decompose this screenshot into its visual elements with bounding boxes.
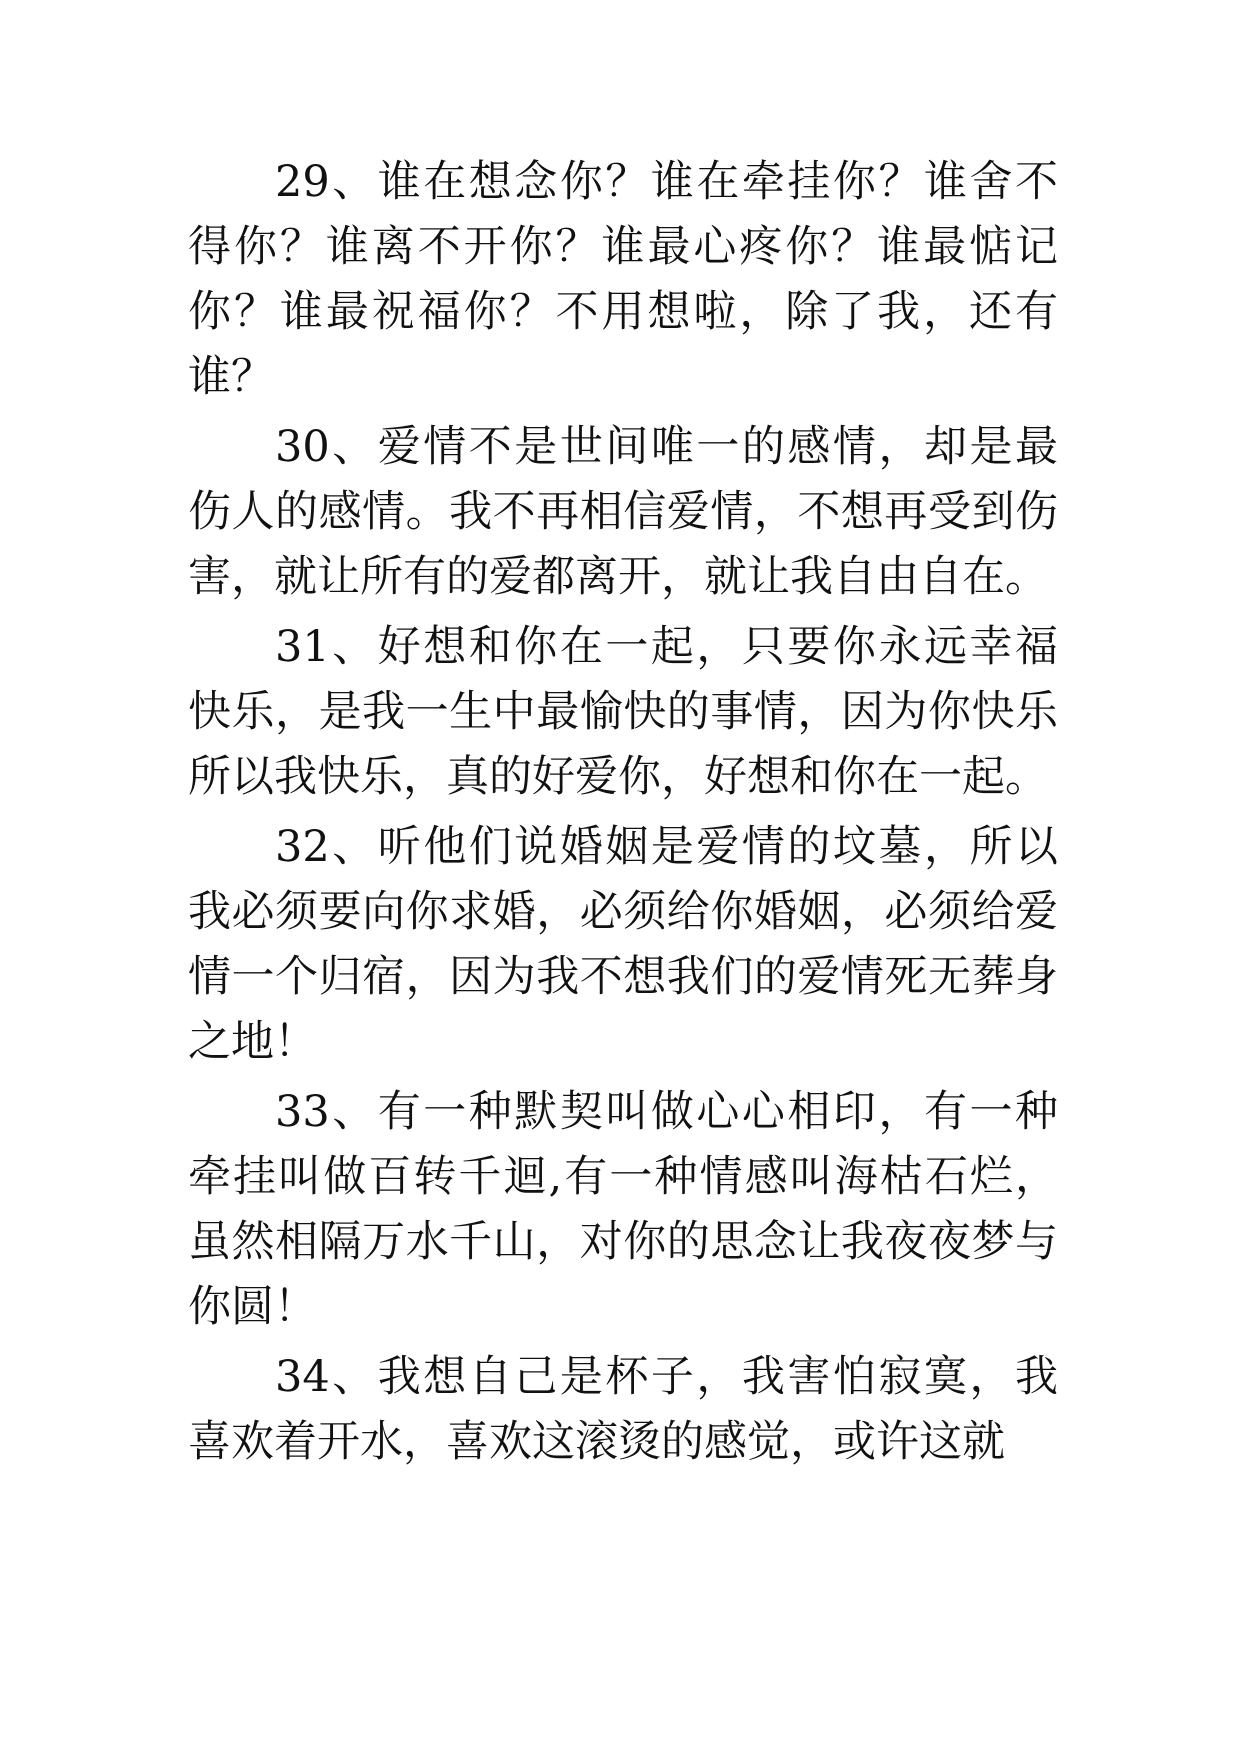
paragraph-30: 30、爱情不是世间唯一的感情，却是最伤人的感情。我不再相信爱情，不想再受到伤害，就让所有的爱都离开，就让我自由自在。 bbox=[188, 422, 1058, 602]
paragraph-34: 34、我想自己是杯子，我害怕寂寞，我喜欢着开水，喜欢这滚烫的感觉，或许这就 bbox=[188, 1352, 1058, 1467]
document-body bbox=[188, 150, 1058, 1480]
paragraph-29: 29、谁在想念你？谁在牵挂你？谁舍不得你？谁离不开你？谁最心疼你？谁最惦记你？谁最祝福你？不用想啦，除了我，还有谁？ bbox=[188, 157, 1058, 402]
paragraph-33: 33、有一种默契叫做心心相印，有一种牵挂叫做百转千迴,有一种情感叫海枯石烂，虽然相隔万水千山，对你的思念让我夜夜梦与你圆！ bbox=[188, 1087, 1058, 1332]
paragraph-32: 32、听他们说婚姻是爱情的坟墓，所以我必须要向你求婚，必须给你婚姻，必须给爱情一个归宿，因为我不想我们的爱情死无葬身之地！ bbox=[188, 822, 1058, 1067]
paragraph-31: 31、好想和你在一起，只要你永远幸福快乐，是我一生中最愉快的事情，因为你快乐所以我快乐，真的好爱你，好想和你在一起。 bbox=[188, 622, 1058, 802]
